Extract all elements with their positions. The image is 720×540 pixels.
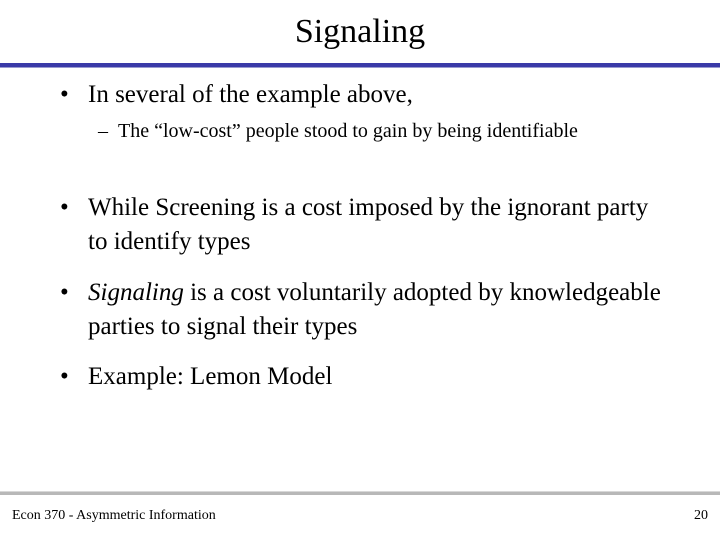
bullet-marker: • — [60, 81, 69, 108]
bullet-marker: • — [60, 363, 69, 390]
bullet-item-2 — [60, 191, 668, 259]
bullet-item-3 — [60, 276, 668, 344]
footer-course-title: Econ 370 - Asymmetric Information — [12, 508, 216, 523]
footer-divider — [0, 491, 720, 495]
sub-bullet-marker: – — [98, 120, 108, 142]
signaling-definition: is a cost voluntarily adopted by knowledgeable parties to signal their types — [88, 279, 661, 340]
sub-bullet-text: The “low-cost” people stood to gain by being identifiable — [118, 120, 578, 142]
signaling-term: Signaling — [88, 279, 184, 306]
slide-title: Signaling — [294, 13, 426, 50]
bullet-text: In several of the example above, — [88, 81, 413, 108]
title-divider — [0, 63, 720, 68]
bullet-text: Example: Lemon Model — [88, 363, 333, 390]
bullet-text — [88, 276, 668, 344]
sub-bullet-item-1 — [98, 117, 588, 145]
bullet-marker: • — [60, 194, 69, 221]
bullet-text: While Screening is a cost imposed by the ignorant party to identify types — [88, 194, 649, 255]
bullet-item-4 — [60, 360, 668, 394]
bullet-marker: • — [60, 279, 69, 306]
page-number: 20 — [694, 508, 708, 523]
bullet-item-1 — [60, 78, 668, 112]
